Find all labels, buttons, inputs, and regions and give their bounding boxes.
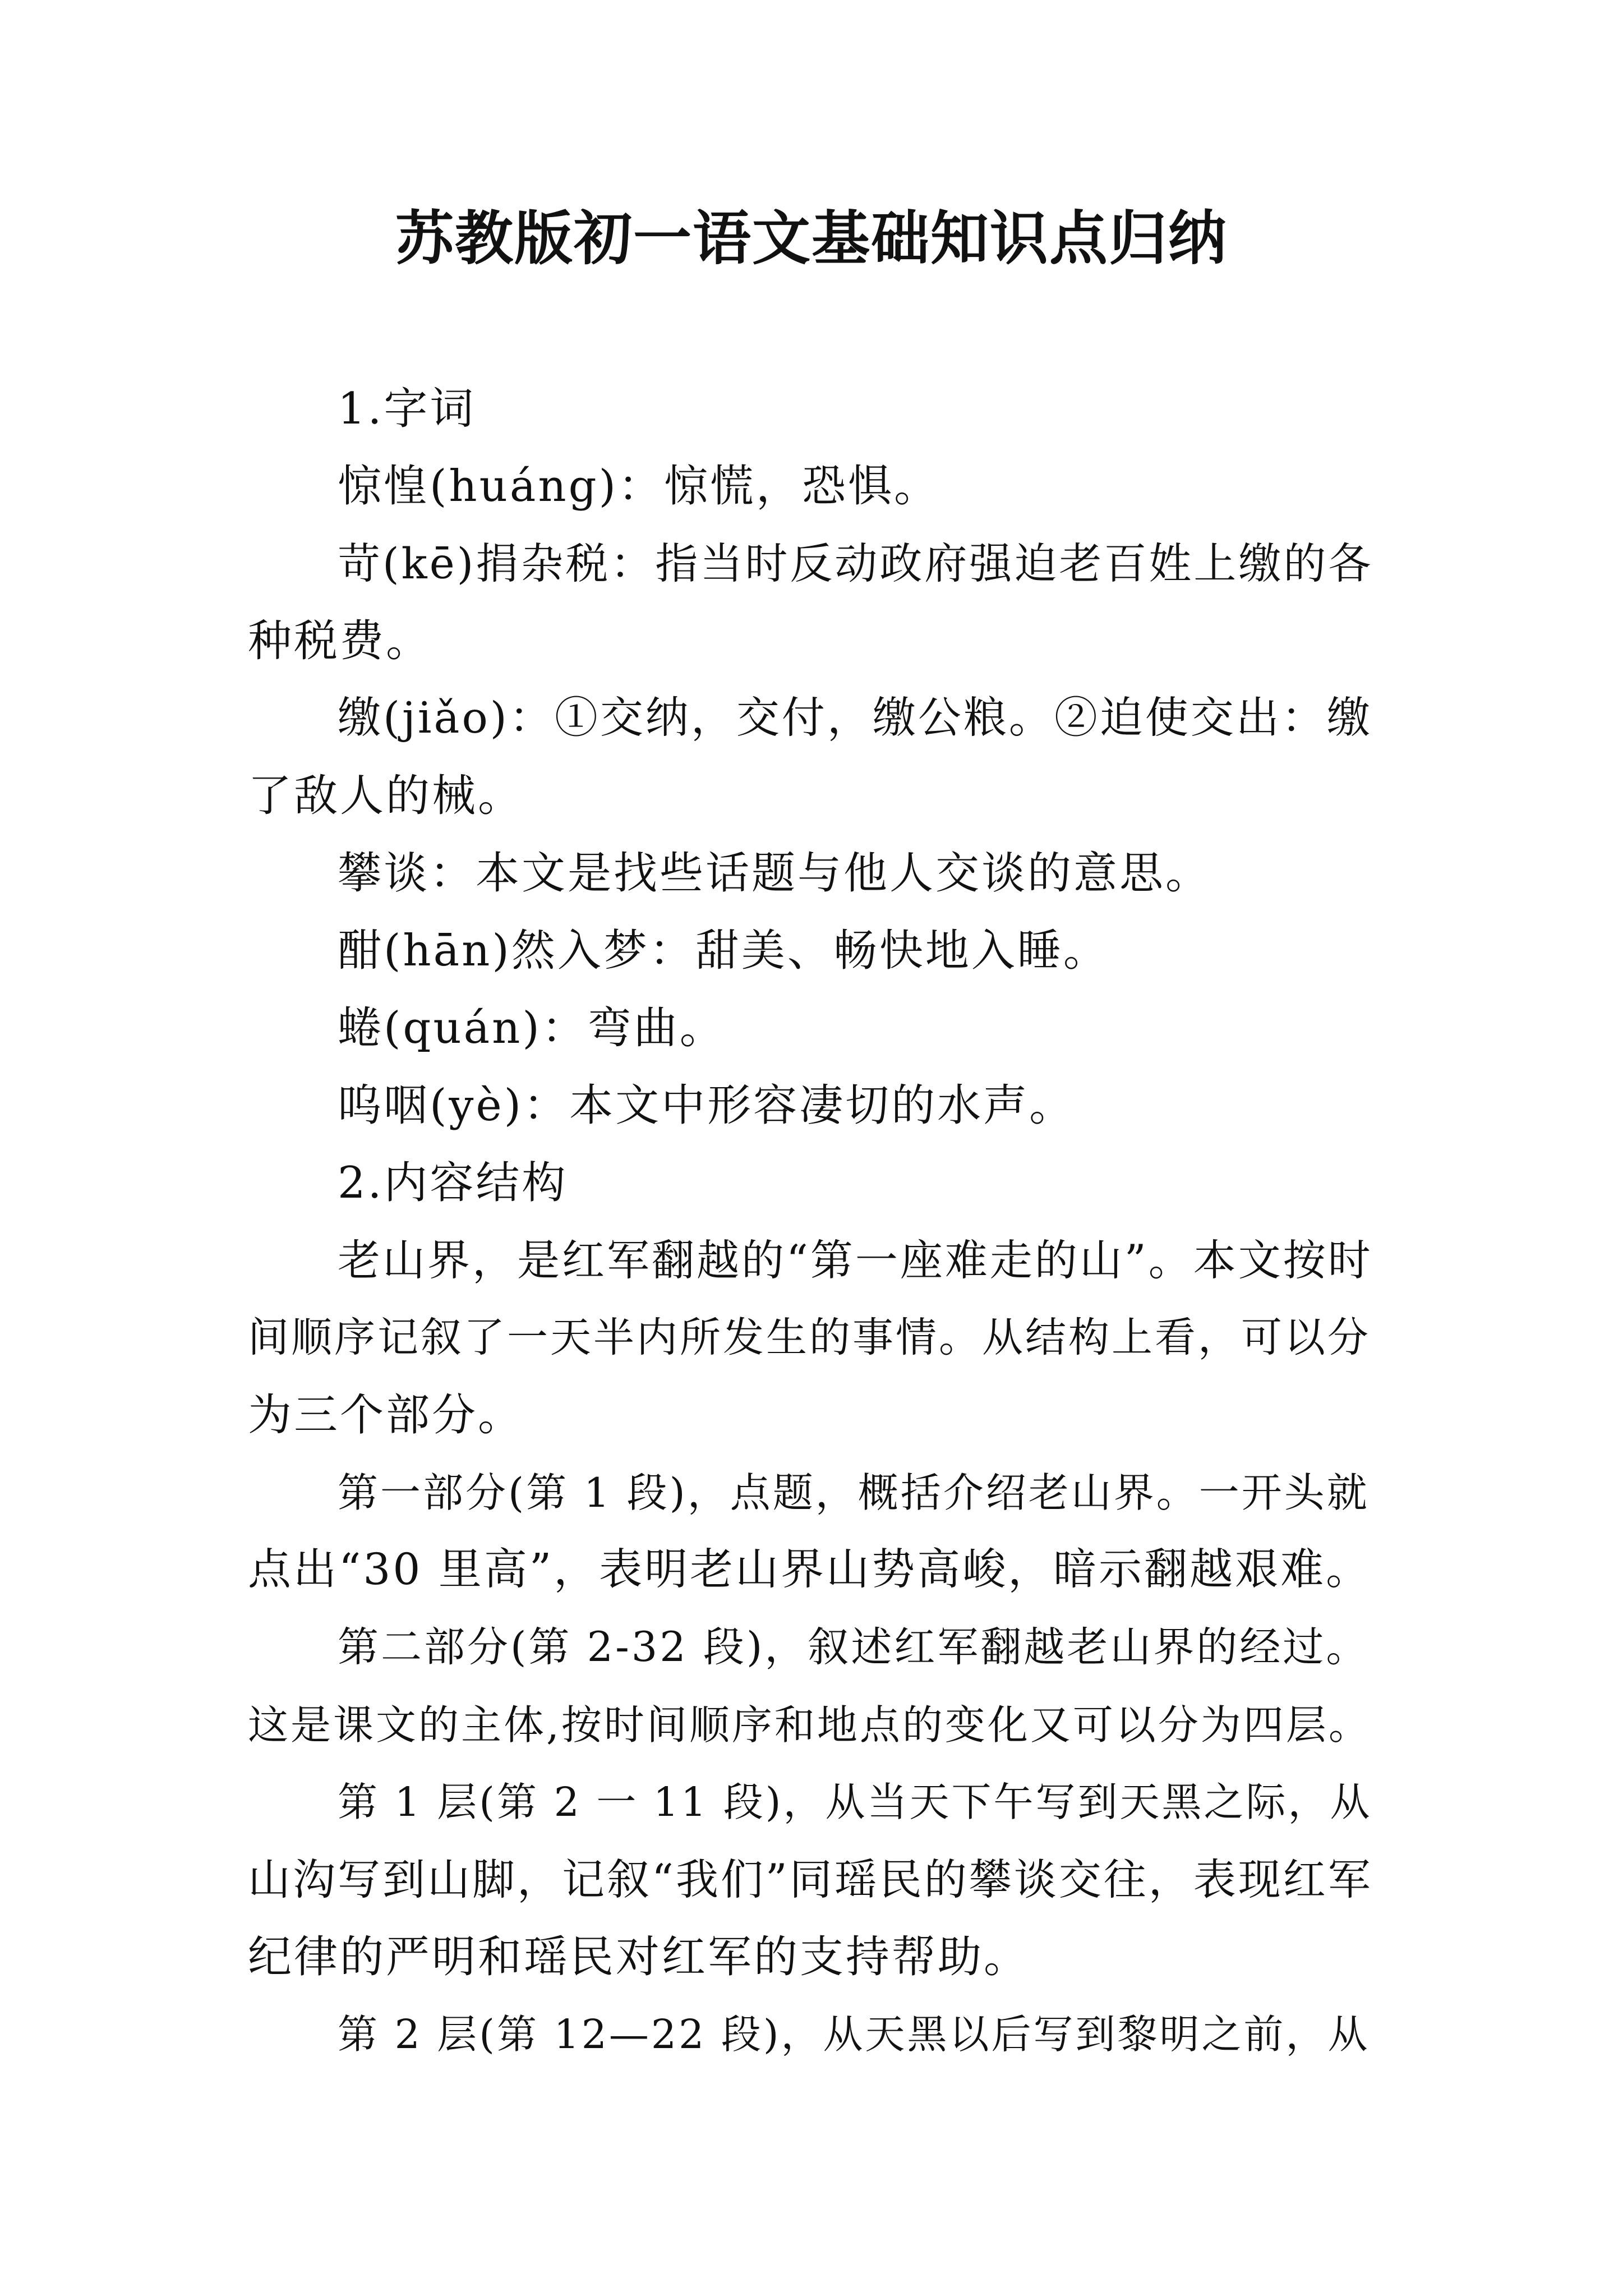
paragraph-line: 酣(hān)然入梦：甜美、畅快地入睡。 (338, 926, 1109, 976)
paragraph-line: 老山界，是红军翻越的“第一座难走的山”。本文按时 (338, 1235, 1373, 1285)
paragraph-line: 为三个部分。 (248, 1390, 524, 1441)
paragraph-line: 苛(kē)捐杂税：指当时反动政府强迫老百姓上缴的各 (338, 539, 1373, 588)
paragraph-line: 呜咽(yè)：本文中形容凄切的水声。 (338, 1080, 1076, 1131)
paragraph-line: 惊惶(huáng)：惊慌，恐惧。 (338, 461, 940, 512)
paragraph-line: 第 1 层(第 2 一 11 段)，从当天下午写到天黑之际，从 (338, 1779, 1372, 1825)
paragraph-line: 这是课文的主体,按时间顺序和地点的变化又可以分为四层。 (248, 1701, 1371, 1749)
paragraph-line: 2.内容结构 (338, 1158, 568, 1208)
paragraph-line: 第二部分(第 2-32 段)，叙述红军翻越老山界的经过。 (338, 1623, 1370, 1671)
paragraph-line: 1.字词 (338, 384, 476, 434)
paragraph-line: 蜷(quán)：弯曲。 (338, 1003, 726, 1053)
paragraph-line: 种税费。 (248, 616, 432, 666)
paragraph-line: 了敌人的械。 (248, 771, 524, 821)
paragraph-line: 间顺序记叙了一天半内所发生的事情。从结构上看，可以分 (248, 1314, 1371, 1361)
paragraph-line: 缴(jiǎo)：①交纳，交付，缴公粮。②迫使交出：缴 (338, 693, 1372, 743)
paragraph-line: 山沟写到山脚，记叙“我们”同瑶民的攀谈交往，表现红军 (248, 1855, 1373, 1904)
paragraph-line: 点出“30 里高”，表明老山界山势高峻，暗示翻越艰难。 (248, 1545, 1372, 1595)
paragraph-line: 攀谈：本文是找些话题与他人交谈的意思。 (338, 848, 1212, 899)
paragraph-line: 纪律的严明和瑶民对红军的支持帮助。 (248, 1932, 1030, 1982)
document-body (248, 370, 1381, 2073)
document-title: 苏教版初一语文基础知识点归纳 (395, 204, 1228, 273)
paragraph-line: 第一部分(第 1 段)，点题，概括介绍老山界。一开头就 (338, 1469, 1370, 1516)
paragraph-line: 第 2 层(第 12—22 段)，从天黑以后写到黎明之前，从 (338, 2011, 1370, 2058)
